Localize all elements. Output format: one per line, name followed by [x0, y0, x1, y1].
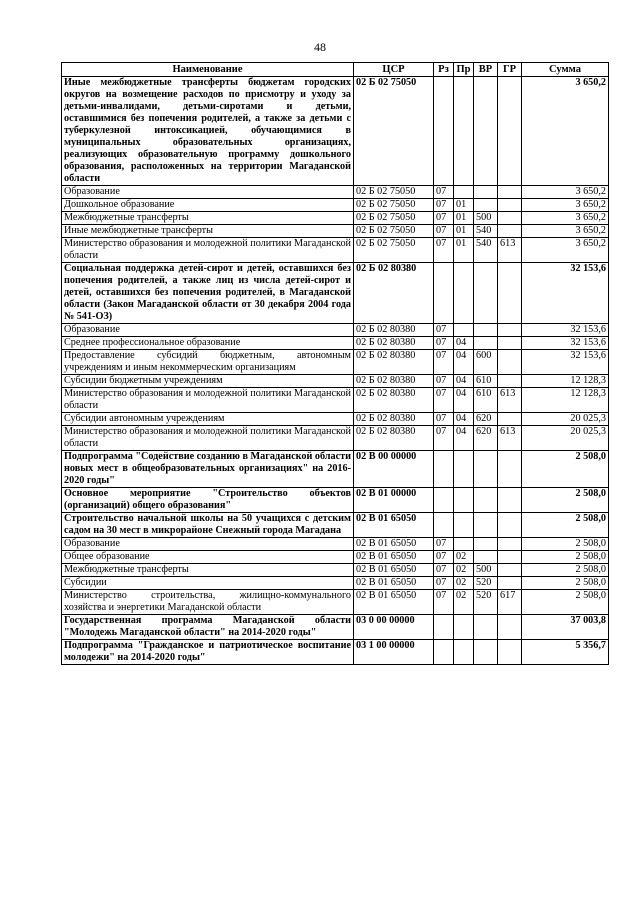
cell-vr [474, 513, 498, 538]
cell-gr [498, 577, 522, 590]
cell-rz: 07 [434, 426, 454, 451]
cell-sum: 2 508,0 [522, 577, 609, 590]
cell-rz: 07 [434, 186, 454, 199]
cell-vr [474, 551, 498, 564]
cell-csr: 02 В 01 65050 [354, 513, 434, 538]
cell-vr [474, 324, 498, 337]
cell-csr: 02 Б 02 80380 [354, 337, 434, 350]
cell-rz: 07 [434, 350, 454, 375]
cell-rz [434, 263, 454, 324]
header-vr: ВР [474, 63, 498, 77]
cell-gr [498, 513, 522, 538]
cell-pr [454, 263, 474, 324]
cell-vr: 620 [474, 426, 498, 451]
cell-name: Министерство образования и молодежной политики Магаданской области [62, 238, 354, 263]
table-row [62, 388, 609, 413]
cell-name: Социальная поддержка детей-сирот и детей, оставшихся без попечения родителей, а также лиц из числа детей-сирот и детей, оставшихся без попечения родителей, в Магаданской области (Закон Магаданской области от 30 декабря 2004 года № 541-ОЗ) [62, 263, 354, 324]
cell-rz: 07 [434, 577, 454, 590]
cell-vr: 540 [474, 238, 498, 263]
cell-sum: 32 153,6 [522, 337, 609, 350]
cell-name: Дошкольное образование [62, 199, 354, 212]
cell-rz [434, 451, 454, 488]
cell-name: Министерство строительства, жилищно-коммунального хозяйства и энергетики Магаданской области [62, 590, 354, 615]
cell-rz [434, 615, 454, 640]
cell-gr [498, 488, 522, 513]
cell-vr [474, 538, 498, 551]
cell-name: Строительство начальной школы на 50 учащихся с детским садом на 30 мест в микрорайоне Снежный города Магадана [62, 513, 354, 538]
table-row [62, 513, 609, 538]
cell-sum: 3 650,2 [522, 77, 609, 186]
cell-name: Иные межбюджетные трансферты [62, 225, 354, 238]
table-row [62, 186, 609, 199]
header-csr: ЦСР [354, 63, 434, 77]
cell-csr: 02 Б 02 80380 [354, 350, 434, 375]
header-gr: ГР [498, 63, 522, 77]
cell-pr [454, 513, 474, 538]
cell-gr [498, 564, 522, 577]
cell-csr: 02 В 01 65050 [354, 551, 434, 564]
cell-name: Субсидии автономным учреждениям [62, 413, 354, 426]
cell-sum: 12 128,3 [522, 388, 609, 413]
cell-gr [498, 212, 522, 225]
cell-rz: 07 [434, 375, 454, 388]
cell-vr: 520 [474, 590, 498, 615]
cell-gr [498, 263, 522, 324]
cell-rz: 07 [434, 388, 454, 413]
table-row [62, 225, 609, 238]
cell-pr [454, 640, 474, 665]
cell-sum: 2 508,0 [522, 590, 609, 615]
cell-rz: 07 [434, 413, 454, 426]
cell-sum: 3 650,2 [522, 199, 609, 212]
cell-pr [454, 186, 474, 199]
cell-vr: 620 [474, 413, 498, 426]
cell-gr [498, 350, 522, 375]
cell-gr: 613 [498, 238, 522, 263]
cell-vr: 540 [474, 225, 498, 238]
table-row [62, 375, 609, 388]
cell-name: Образование [62, 186, 354, 199]
table-row [62, 488, 609, 513]
cell-vr [474, 77, 498, 186]
cell-sum: 2 508,0 [522, 451, 609, 488]
cell-name: Министерство образования и молодежной политики Магаданской области [62, 388, 354, 413]
cell-rz: 07 [434, 551, 454, 564]
table-row [62, 337, 609, 350]
table-row [62, 615, 609, 640]
cell-sum: 2 508,0 [522, 513, 609, 538]
cell-pr [454, 488, 474, 513]
cell-gr: 617 [498, 590, 522, 615]
cell-pr: 01 [454, 199, 474, 212]
cell-gr [498, 225, 522, 238]
cell-vr [474, 263, 498, 324]
cell-vr [474, 451, 498, 488]
cell-vr: 600 [474, 350, 498, 375]
cell-gr [498, 538, 522, 551]
table-row [62, 590, 609, 615]
cell-sum: 2 508,0 [522, 564, 609, 577]
cell-csr: 02 Б 02 80380 [354, 426, 434, 451]
cell-pr: 04 [454, 426, 474, 451]
table-row [62, 199, 609, 212]
cell-gr [498, 77, 522, 186]
cell-gr: 613 [498, 426, 522, 451]
cell-name: Общее образование [62, 551, 354, 564]
table-row [62, 426, 609, 451]
cell-vr: 520 [474, 577, 498, 590]
cell-rz: 07 [434, 590, 454, 615]
cell-name: Межбюджетные трансферты [62, 212, 354, 225]
page-number: 48 [314, 40, 326, 54]
cell-gr [498, 640, 522, 665]
cell-gr [498, 451, 522, 488]
cell-sum: 5 356,7 [522, 640, 609, 665]
cell-rz [434, 640, 454, 665]
header-name: Наименование [62, 63, 354, 77]
cell-vr [474, 615, 498, 640]
cell-vr [474, 199, 498, 212]
cell-name: Межбюджетные трансферты [62, 564, 354, 577]
cell-csr: 02 Б 02 75050 [354, 199, 434, 212]
cell-rz [434, 488, 454, 513]
cell-gr: 613 [498, 388, 522, 413]
cell-csr: 03 1 00 00000 [354, 640, 434, 665]
cell-name: Иные межбюджетные трансферты бюджетам городских округов на возмещение расходов по присмотру и уходу за детьми-инвалидами, детьми-сиротами и детьми, оставшимися без попечения родителей, а также за детьми с туберкулезной интоксикацией, обучающимися в муниципальных образовательных организациях, реализующих образовательную программу дошкольного образования, расположенных на территории Магаданской области [62, 77, 354, 186]
cell-gr [498, 375, 522, 388]
cell-rz: 07 [434, 199, 454, 212]
cell-csr: 02 В 00 00000 [354, 451, 434, 488]
cell-vr [474, 488, 498, 513]
table-row [62, 538, 609, 551]
cell-csr: 02 Б 02 80380 [354, 263, 434, 324]
cell-csr: 02 Б 02 80380 [354, 324, 434, 337]
table-row [62, 640, 609, 665]
cell-name: Министерство образования и молодежной политики Магаданской области [62, 426, 354, 451]
cell-pr [454, 451, 474, 488]
cell-name: Субсидии [62, 577, 354, 590]
cell-sum: 2 508,0 [522, 551, 609, 564]
cell-rz [434, 513, 454, 538]
cell-pr [454, 324, 474, 337]
cell-pr: 02 [454, 590, 474, 615]
table-row [62, 577, 609, 590]
cell-gr [498, 551, 522, 564]
cell-pr: 04 [454, 350, 474, 375]
cell-name: Подпрограмма "Гражданское и патриотическое воспитание молодежи" на 2014-2020 годы" [62, 640, 354, 665]
header-pr: Пр [454, 63, 474, 77]
table-row [62, 324, 609, 337]
table-row [62, 263, 609, 324]
cell-sum: 32 153,6 [522, 324, 609, 337]
cell-name: Образование [62, 324, 354, 337]
cell-vr [474, 337, 498, 350]
table-row [62, 413, 609, 426]
cell-rz [434, 77, 454, 186]
cell-name: Подпрограмма "Содействие созданию в Магаданской области новых мест в общеобразовательных организациях" на 2016-2020 годы" [62, 451, 354, 488]
header-sum: Сумма [522, 63, 609, 77]
cell-name: Образование [62, 538, 354, 551]
cell-sum: 37 003,8 [522, 615, 609, 640]
cell-sum: 3 650,2 [522, 212, 609, 225]
cell-gr [498, 615, 522, 640]
table-row [62, 551, 609, 564]
cell-vr [474, 186, 498, 199]
cell-csr: 02 Б 02 80380 [354, 388, 434, 413]
cell-pr: 04 [454, 388, 474, 413]
cell-pr: 02 [454, 564, 474, 577]
cell-pr: 01 [454, 238, 474, 263]
cell-vr: 610 [474, 375, 498, 388]
table-header-row [62, 63, 609, 77]
table-row [62, 564, 609, 577]
cell-pr: 02 [454, 551, 474, 564]
header-rz: Рз [434, 63, 454, 77]
cell-csr: 02 В 01 65050 [354, 538, 434, 551]
cell-csr: 02 Б 02 75050 [354, 77, 434, 186]
cell-rz: 07 [434, 225, 454, 238]
cell-name: Основное мероприятие "Строительство объектов (организаций) общего образования" [62, 488, 354, 513]
cell-pr: 02 [454, 577, 474, 590]
cell-name: Предоставление субсидий бюджетным, автономным учреждениям и иным некоммерческим организациям [62, 350, 354, 375]
cell-csr: 02 В 01 65050 [354, 590, 434, 615]
cell-sum: 2 508,0 [522, 538, 609, 551]
cell-sum: 20 025,3 [522, 413, 609, 426]
cell-csr: 02 В 01 65050 [354, 577, 434, 590]
cell-sum: 3 650,2 [522, 186, 609, 199]
cell-csr: 02 В 01 65050 [354, 564, 434, 577]
cell-gr [498, 324, 522, 337]
table-row [62, 77, 609, 186]
cell-sum: 2 508,0 [522, 488, 609, 513]
cell-csr: 02 Б 02 80380 [354, 413, 434, 426]
cell-name: Субсидии бюджетным учреждениям [62, 375, 354, 388]
cell-name: Среднее профессиональное образование [62, 337, 354, 350]
cell-rz: 07 [434, 238, 454, 263]
table-row [62, 238, 609, 263]
cell-sum: 32 153,6 [522, 263, 609, 324]
cell-vr: 500 [474, 212, 498, 225]
cell-rz: 07 [434, 538, 454, 551]
cell-pr [454, 538, 474, 551]
cell-csr: 02 Б 02 75050 [354, 212, 434, 225]
cell-gr [498, 199, 522, 212]
cell-csr: 03 0 00 00000 [354, 615, 434, 640]
budget-table [61, 62, 609, 665]
cell-rz: 07 [434, 324, 454, 337]
cell-gr [498, 337, 522, 350]
cell-pr: 04 [454, 337, 474, 350]
cell-vr: 610 [474, 388, 498, 413]
cell-csr: 02 Б 02 75050 [354, 225, 434, 238]
cell-pr: 01 [454, 225, 474, 238]
cell-sum: 3 650,2 [522, 225, 609, 238]
cell-vr [474, 640, 498, 665]
cell-csr: 02 Б 02 75050 [354, 186, 434, 199]
cell-csr: 02 Б 02 75050 [354, 238, 434, 263]
cell-csr: 02 В 01 00000 [354, 488, 434, 513]
table-row [62, 350, 609, 375]
cell-name: Государственная программа Магаданской области "Молодежь Магаданской области" на 2014-2020 годы" [62, 615, 354, 640]
table-row [62, 451, 609, 488]
cell-pr: 04 [454, 413, 474, 426]
cell-gr [498, 186, 522, 199]
cell-pr [454, 615, 474, 640]
cell-sum: 12 128,3 [522, 375, 609, 388]
cell-rz: 07 [434, 564, 454, 577]
cell-pr [454, 77, 474, 186]
cell-pr: 04 [454, 375, 474, 388]
cell-rz: 07 [434, 337, 454, 350]
cell-pr: 01 [454, 212, 474, 225]
cell-sum: 3 650,2 [522, 238, 609, 263]
cell-sum: 32 153,6 [522, 350, 609, 375]
cell-vr: 500 [474, 564, 498, 577]
cell-sum: 20 025,3 [522, 426, 609, 451]
cell-gr [498, 413, 522, 426]
cell-rz: 07 [434, 212, 454, 225]
table-row [62, 212, 609, 225]
cell-csr: 02 Б 02 80380 [354, 375, 434, 388]
